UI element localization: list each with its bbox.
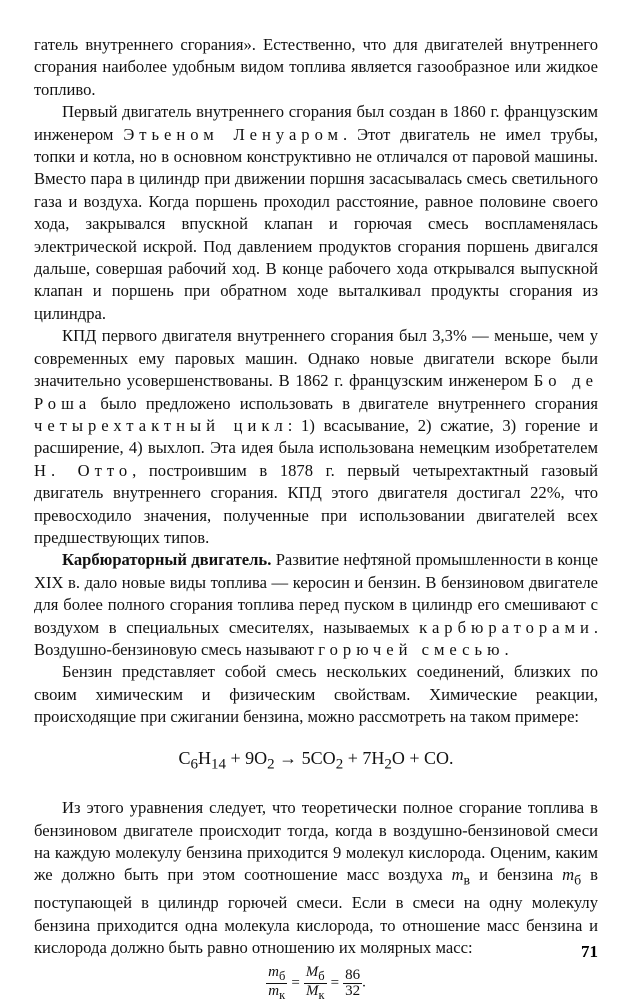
paragraph-gasoline: Бензин представляет собой смесь нескольких соединений, близких по своим химическим и физическим свойствам. Химические реакции, происходящие при сжигании бензина, можно рассмотреть на таком примере:	[34, 662, 598, 727]
term-four-stroke: четырехтактный цикл	[34, 415, 288, 435]
name-beau-de-rochas: Бо де Роша	[34, 371, 598, 413]
paragraph-0: гатель внутреннего сгорания». Естественно, что для двигателей внутреннего сгорания наиболее удобным видом топлива является газообразное или жидкое топливо.	[34, 35, 598, 99]
paragraph-kpd: КПД первого двигателя внутреннего сгорания был 3,3% — меньше, чем у современных ему паровых машин. Однако новые двигатели вскоре были значительно усовершенствованы. В 1862 г. французским инженером Бо де Роша было предложено использовать в двигателе внутреннего сгорания четырехтактный цикл: 1) всасывание, 2) сжатие, 3) горение и расширение, 4) выхлоп. Эта идея была использована немецким изобретателем Н. Отто, построившим в 1878 г. первый четырехтактный газовый двигатель внутреннего сгорания. КПД этого двигателя достигал 22%, что превосходило значения, полученные при использовании двигателей всех предшествующих типов.	[34, 326, 598, 547]
paragraph-equation-analysis: Из этого уравнения следует, что теоретически полное сгорание топлива в бензиновом двигателе происходит тогда, когда в воздушно-бензиновой смеси на каждую молекулу бензина приходится 9 молекул кислорода. Оценим, каким же должно быть при этом соотношение масс воздуха $m_в$ и бензина $m_б$ в поступающей в цилиндр горючей смеси. Если в смеси на одну молекулу бензина приходится одна молекула кислорода, то отношение масс бензина и кислорода должно быть равно отношению их молярных масс:	[34, 798, 598, 957]
term-combustible-mixture: горючей смесью	[318, 639, 505, 659]
page-body	[34, 34, 598, 1001]
name-lenoir: Этьеном Ленуаром	[123, 124, 344, 144]
fraction-mass: $\frac{m_б}{m_к}$	[268, 964, 286, 1002]
term-carburetors: карбюраторами	[419, 617, 594, 637]
reaction-formula: $C_6H_{14} + 9O_2 \to 5CO_2 + 7H_2O$ + CO.	[178, 747, 454, 773]
page-number: 71	[581, 942, 598, 961]
fraction-molar: $\frac{M_б}{M_к}$	[305, 964, 325, 1002]
fraction-numeric: $\frac{86}{32}$	[345, 966, 361, 999]
section-runin-heading: Карбюраторный двигатель.	[62, 550, 272, 570]
paragraph-lenoir: Первый двигатель внутреннего сгорания был создан в 1860 г. французским инженером Этьеном Ленуаром. Этот двигатель не имел трубы, топки и котла, но в основном конструктивно не отличался от паровой машины. Вместо пара в цилиндр при движении поршня засасывалась смесь светильного газа и воздуха. Когда поршень проходил расстояние, равное половине своего хода, закрывался впускной клапан и горючая смесь воспламенялась электрической искрой. Под давлением продуктов сгорания поршень двигался дальше, совершая рабочий ход. В конце рабочего хода открывался выпускной клапан и поршень при обратном ходе выталкивал продукты сгорания из цилиндра.	[34, 102, 599, 323]
paragraph-carburetor: Карбюраторный двигатель. Развитие нефтяной промышленности в конце XIX в. дало новые виды топлива — керосин и бензин. В бензиновом двигателе для более полного сгорания топлива перед пуском в цилиндр его смешивают с воздухом в специальных смесителях, называемых карбюраторами. Воздушно-бензиновую смесь называют горючей смесью.	[34, 550, 598, 659]
mass-ratio-formula: $\frac{m_б}{m_к}$ = $\frac{M_б}{M_к}$ = $\frac{86}{32}$ .	[268, 964, 366, 1002]
name-otto: Н. Отто	[34, 460, 133, 480]
